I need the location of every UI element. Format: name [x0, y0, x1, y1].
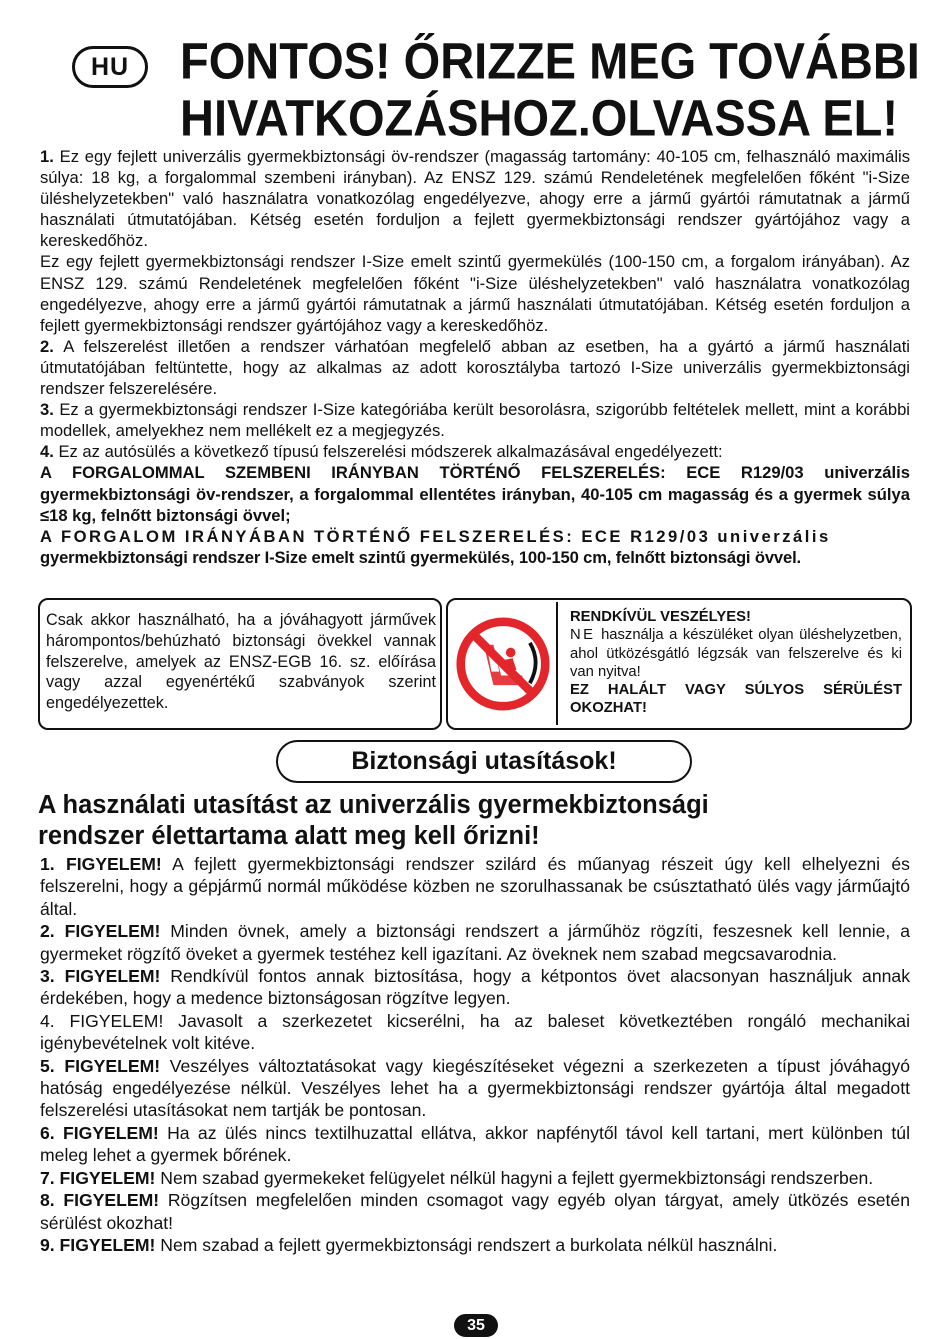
- heading-line-2: rendszer élettartama alatt meg kell őrizni!: [38, 822, 540, 850]
- belt-requirement-box: [38, 598, 442, 730]
- danger-body: NE használja a készüléket olyan üléshelyzetben, ahol ütközésgátló légzsák van felszerelve és ki van nyitva!: [570, 627, 902, 680]
- danger-title: RENDKÍVÜL VESZÉLYES!: [570, 609, 751, 625]
- page-number: 35: [454, 1314, 498, 1337]
- warning-item: 3. FIGYELEM! Rendkívül fontos annak biztosítása, hogy a kétpontos övet alacsonyan használjuk annak érdekében, hogy a medence biztonságosan rögzítve legyen.: [40, 966, 910, 1009]
- title-line-2: HIVATKOZÁSHOZ.OLVASSA EL!: [180, 89, 899, 147]
- danger-result: EZ HALÁLT VAGY SÚLYOS SÉRÜLÉST OKOZHAT!: [570, 682, 902, 717]
- airbag-warning-box: [446, 598, 912, 730]
- warning-item: 7. FIGYELEM! Nem szabad gyermekeket felügyelet nélkül hagyni a fejlett gyermekbiztonsági rendszerben.: [40, 1167, 874, 1188]
- airbag-warning-text: [570, 608, 902, 718]
- page-title: [180, 32, 920, 146]
- warnings-list: [40, 853, 910, 1256]
- belt-requirement-text: Csak akkor használható, ha a jóváhagyott járművek hárompontos/behúzható biztonsági övekkel vannak felszerelve, amelyek az ENSZ-EGB 16. sz. előírása vagy azzal egyenértékű szabványok szerint engedélyezettek.: [46, 611, 436, 713]
- warning-item: 4. FIGYELEM! Javasolt a szerkezetet kicserélni, ha az baleset következtében rongáló mechanikai igénybevételnek volt kitéve.: [40, 1010, 910, 1054]
- language-badge: HU: [72, 46, 148, 88]
- intro-paragraph-3: 3. Ez a gyermekbiztonsági rendszer I-Size kategóriába került besorolásra, szigorúbb feltételek mellett, mint a korábbi modellek, amelyekhez nem mellékelt ez a megjegyzés.: [40, 400, 910, 441]
- forward-facing-install-b: gyermekbiztonsági rendszer I-Size emelt szintű gyermekülés, 100-150 cm, felnőtt biztonsági övvel.: [40, 547, 801, 567]
- section-pill: Biztonsági utasítások!: [276, 740, 692, 783]
- heading-line-1: A használati utasítást az univerzális gyermekbiztonsági: [38, 791, 709, 819]
- warning-item: 2. FIGYELEM! Minden övnek, amely a biztonsági rendszert a járműhöz rögzíti, feszesnek kell lennie, a gyermeket rögzítő öveket a gyermek testéhez kell igazítani. Az öveknek nem szabad megcsavarodnia.: [40, 921, 910, 964]
- intro-paragraph-4: 4. Ez az autósülés a következő típusú felszerelési módszerek alkalmazásával engedélyezett:: [40, 442, 723, 462]
- intro-paragraph-2: 2. A felszerelést illetően a rendszer várhatóan megfelelő abban az esetben, ha a gyártó a jármű használati útmutatójában feltüntette, hogy az alkalmas az adott korosztályba tartozó I-Size univerzális gyermekbiztonsági rendszer felszerelésére.: [40, 336, 910, 399]
- section-heading: [38, 790, 918, 852]
- warning-item: 5. FIGYELEM! Veszélyes változtatásokat vagy kiegészítéseket végezni a szerkezeten a típust jóváhagyó hatóság engedélyezése nélkül. Veszélyes lehet ha a gyermekbiztonsági rendszer gyártója által megadott felszerelési utasításokat nem tartják be pontosan.: [40, 1055, 910, 1121]
- warning-item: 8. FIGYELEM! Rögzítsen megfelelően minden csomagot vagy egyéb olyan tárgyat, amely ütközés esetén sérülést okozhat!: [40, 1190, 910, 1233]
- rear-facing-install: A FORGALOMMAL SZEMBENI IRÁNYBAN TÖRTÉNŐ FELSZERELÉS: ECE R129/03 univerzális gyermekbiztonsági öv-rendszer, a forgalommal ellentétes irányban, 40-105 cm magasság és a gyermek súlya ≤18 kg, felnőtt biztonsági övvel;: [40, 463, 910, 525]
- title-line-1: FONTOS! ŐRIZZE MEG TOVÁBBI: [180, 32, 920, 90]
- intro-section: [40, 146, 910, 568]
- warning-item: 9. FIGYELEM! Nem szabad a fejlett gyermekbiztonsági rendszert a burkolata nélkül használni.: [40, 1234, 778, 1255]
- warning-item: 6. FIGYELEM! Ha az ülés nincs textilhuzattal ellátva, akkor napfénytől távol kell tartani, mert különben túl meleg lehet a gyermek bőrének.: [40, 1122, 910, 1166]
- forward-facing-install-a: A FORGALOM IRÁNYÁBAN TÖRTÉNŐ FELSZERELÉS: ECE R129/03 univerzális: [40, 526, 831, 546]
- intro-paragraph-1b: Ez egy fejlett gyermekbiztonsági rendszer I-Size emelt szintű gyermekülés (100-150 cm, a forgalom irányában). Az ENSZ 129. számú Rendeletének megfelelően főként "i-Size üléshelyzetekben" való használatra vonatkozólag engedélyezve, ahogy erre a jármű gyártói rámutatnak a jármű használati útmutatójában. Kétség esetén forduljon a fejlett gyermekbiztonsági rendszer gyártójához vagy a kereskedőhöz.: [40, 252, 910, 335]
- warning-item: 1. FIGYELEM! A fejlett gyermekbiztonsági rendszer szilárd és műanyag részeit úgy kell elhelyezni és felszerelni, hogy a gépjármű normál működése közben ne szorulhassanak be csúsztatható ülés vagy járműajtó által.: [40, 854, 910, 919]
- no-rear-facing-seat-airbag-icon: [450, 602, 558, 725]
- intro-paragraph-1: 1. Ez egy fejlett univerzális gyermekbiztonsági öv-rendszer (magasság tartomány: 40-105 cm, felhasználó maximális súlya: 18 kg, a forgalommal szembeni irányban). Az ENSZ 129. számú Rendeletének megfelelően főként "i-Size üléshelyzetekben" való használatra vonatkozólag engedélyezve, ahogy erre a jármű gyártói rámutatnak a jármű használati útmutatójában. Kétség esetén forduljon a fejlett gyermekbiztonsági rendszer gyártójához vagy a kereskedőhöz.: [40, 147, 910, 251]
